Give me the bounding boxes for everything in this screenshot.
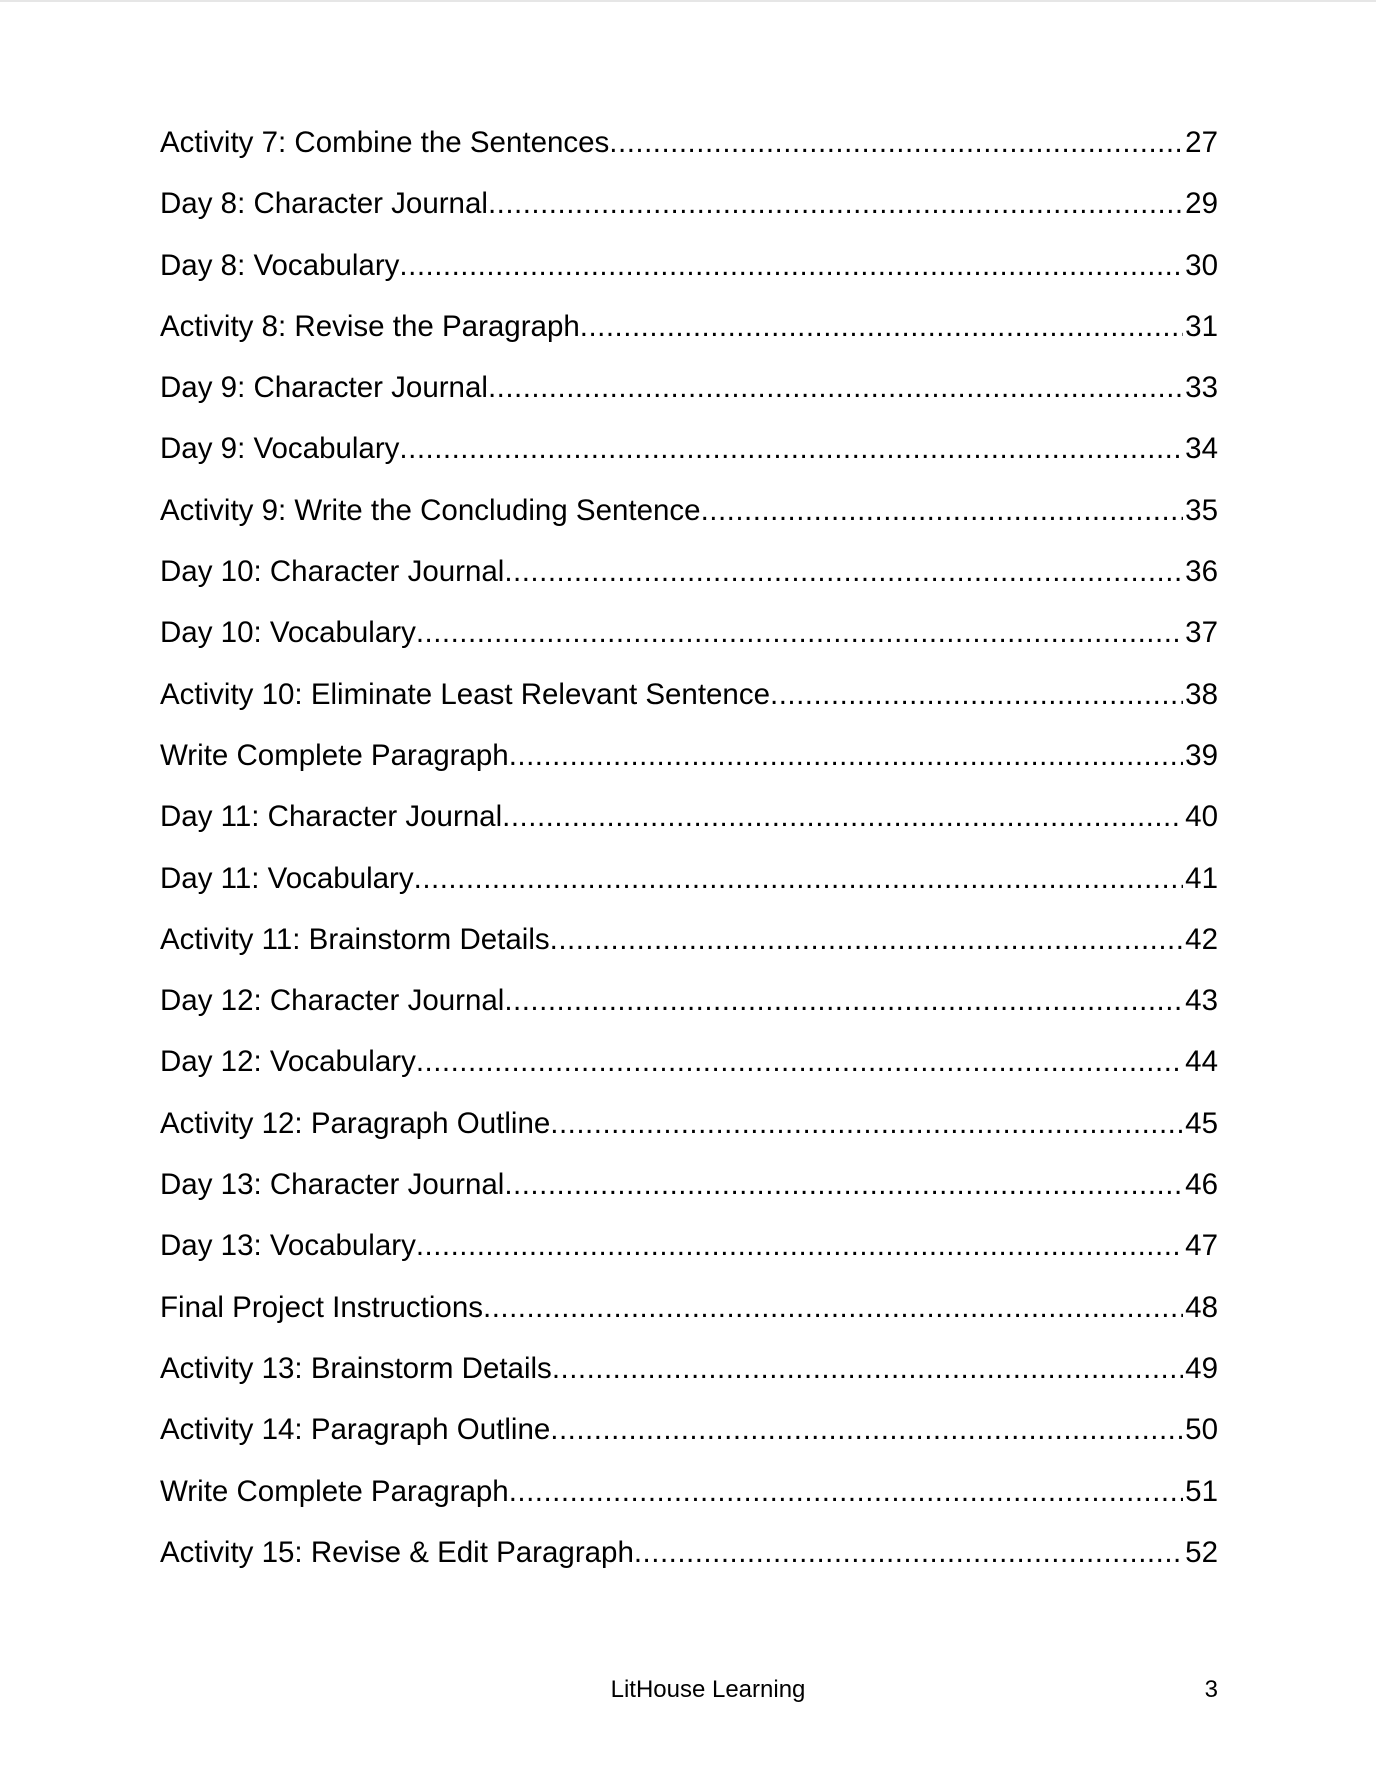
toc-entry-title: Day 12: Character Journal (160, 984, 505, 1018)
toc-entry-title: Activity 7: Combine the Sentences (160, 126, 610, 159)
toc-entry-title: Activity 13: Brainstorm Details (160, 1351, 552, 1385)
toc-entry[interactable] (160, 678, 1218, 739)
toc-entry-title: Activity 8: Revise the Paragraph (160, 309, 580, 343)
toc-dot-leader (509, 1475, 1183, 1509)
toc-dot-leader (399, 432, 1183, 466)
toc-entry[interactable] (160, 249, 1218, 310)
toc-dot-leader (416, 616, 1183, 650)
toc-dot-leader (504, 1168, 1183, 1202)
toc-entry-page: 30 (1185, 248, 1218, 282)
toc-entry-title: Day 12: Vocabulary (160, 1045, 416, 1079)
toc-entry-page: 40 (1185, 800, 1218, 834)
toc-dot-leader (399, 249, 1183, 283)
toc-dot-leader (634, 1536, 1183, 1570)
toc-entry-page: 31 (1185, 309, 1218, 343)
toc-entry[interactable] (160, 800, 1218, 861)
toc-entry[interactable] (160, 1229, 1218, 1290)
toc-dot-leader (416, 1045, 1183, 1079)
toc-entry-title: Day 10: Character Journal (160, 555, 505, 589)
toc-entry-page: 51 (1185, 1474, 1218, 1508)
toc-entry-page: 39 (1185, 738, 1218, 772)
toc-entry-page: 52 (1185, 1535, 1218, 1569)
toc-entry[interactable] (160, 1168, 1218, 1229)
toc-entry-title: Day 8: Vocabulary (160, 248, 400, 282)
toc-entry-page: 34 (1185, 432, 1218, 466)
toc-entry-page: 49 (1185, 1351, 1218, 1385)
toc-entry[interactable] (160, 1413, 1218, 1474)
toc-entry[interactable] (160, 984, 1218, 1045)
toc-entry-title: Activity 12: Paragraph Outline (160, 1106, 551, 1140)
toc-entry-page: 33 (1185, 371, 1218, 405)
toc-entry-page: 45 (1185, 1106, 1218, 1140)
footer-page-number: 3 (1204, 1676, 1218, 1703)
toc-entry-page: 47 (1185, 1229, 1218, 1263)
toc-dot-leader (483, 1291, 1183, 1325)
toc-entry[interactable] (160, 310, 1218, 371)
toc-dot-leader (509, 739, 1183, 773)
toc-entry-title: Day 9: Vocabulary (160, 432, 400, 466)
toc-entry[interactable] (160, 1475, 1218, 1536)
toc-entry-title: Day 11: Vocabulary (160, 861, 414, 895)
toc-entry[interactable] (160, 432, 1218, 493)
toc-entry-page: 35 (1185, 493, 1218, 527)
toc-entry-title: Activity 11: Brainstorm Details (160, 922, 550, 956)
toc-entry[interactable] (160, 371, 1218, 432)
footer-publisher: LitHouse Learning (610, 1676, 806, 1703)
toc-entry-title: Activity 14: Paragraph Outline (160, 1413, 551, 1447)
toc-entry-page: 42 (1185, 922, 1218, 956)
toc-dot-leader (504, 555, 1183, 589)
toc-dot-leader (550, 923, 1184, 957)
toc-entry-title: Write Complete Paragraph (160, 738, 509, 772)
page-top-border (0, 0, 1376, 2)
toc-entry-page: 50 (1185, 1413, 1218, 1447)
toc-entry[interactable] (160, 1107, 1218, 1168)
toc-entry-page: 44 (1185, 1045, 1218, 1079)
toc-entry-title: Day 10: Vocabulary (160, 616, 416, 650)
toc-entry[interactable] (160, 1352, 1218, 1413)
toc-entry-page: 37 (1185, 616, 1218, 650)
toc-dot-leader (770, 678, 1183, 712)
toc-entry[interactable] (160, 1045, 1218, 1106)
toc-entry[interactable] (160, 555, 1218, 616)
toc-entry[interactable] (160, 616, 1218, 677)
toc-entry-title: Final Project Instructions (160, 1290, 483, 1324)
toc-dot-leader (502, 800, 1183, 834)
toc-entry-title: Write Complete Paragraph (160, 1474, 509, 1508)
toc-dot-leader (580, 310, 1183, 344)
toc-dot-leader (609, 126, 1183, 160)
toc-entry-page: 27 (1185, 126, 1218, 159)
toc-entry[interactable] (160, 494, 1218, 555)
toc-dot-leader (488, 371, 1183, 405)
toc-entry-title: Day 8: Character Journal (160, 187, 488, 221)
toc-entry-title: Activity 15: Revise & Edit Paragraph (160, 1535, 634, 1569)
toc-entry-page: 36 (1185, 555, 1218, 589)
toc-entry[interactable] (160, 1291, 1218, 1352)
toc-entry-title: Day 11: Character Journal (160, 800, 503, 834)
toc-entry[interactable] (160, 126, 1218, 187)
toc-entry-title: Activity 9: Write the Concluding Sentence (160, 493, 701, 527)
toc-dot-leader (416, 1229, 1183, 1263)
toc-entry[interactable] (160, 187, 1218, 248)
toc-dot-leader (414, 862, 1184, 896)
table-of-contents (160, 126, 1218, 1597)
toc-entry[interactable] (160, 923, 1218, 984)
toc-entry[interactable] (160, 1536, 1218, 1597)
toc-entry-page: 46 (1185, 1168, 1218, 1202)
toc-entry-page: 29 (1185, 187, 1218, 221)
toc-entry-page: 43 (1185, 984, 1218, 1018)
toc-entry-title: Activity 10: Eliminate Least Relevant Sentence (160, 677, 770, 711)
toc-entry-page: 41 (1185, 861, 1218, 895)
toc-dot-leader (550, 1413, 1183, 1447)
toc-dot-leader (504, 984, 1183, 1018)
toc-entry-page: 48 (1185, 1290, 1218, 1324)
toc-entry[interactable] (160, 739, 1218, 800)
toc-dot-leader (550, 1107, 1183, 1141)
toc-entry-page: 38 (1185, 677, 1218, 711)
toc-entry-title: Day 13: Character Journal (160, 1168, 505, 1202)
toc-dot-leader (552, 1352, 1183, 1386)
toc-dot-leader (488, 187, 1183, 221)
toc-entry-title: Day 9: Character Journal (160, 371, 488, 405)
toc-entry-title: Day 13: Vocabulary (160, 1229, 416, 1263)
toc-dot-leader (701, 494, 1184, 528)
toc-entry[interactable] (160, 862, 1218, 923)
